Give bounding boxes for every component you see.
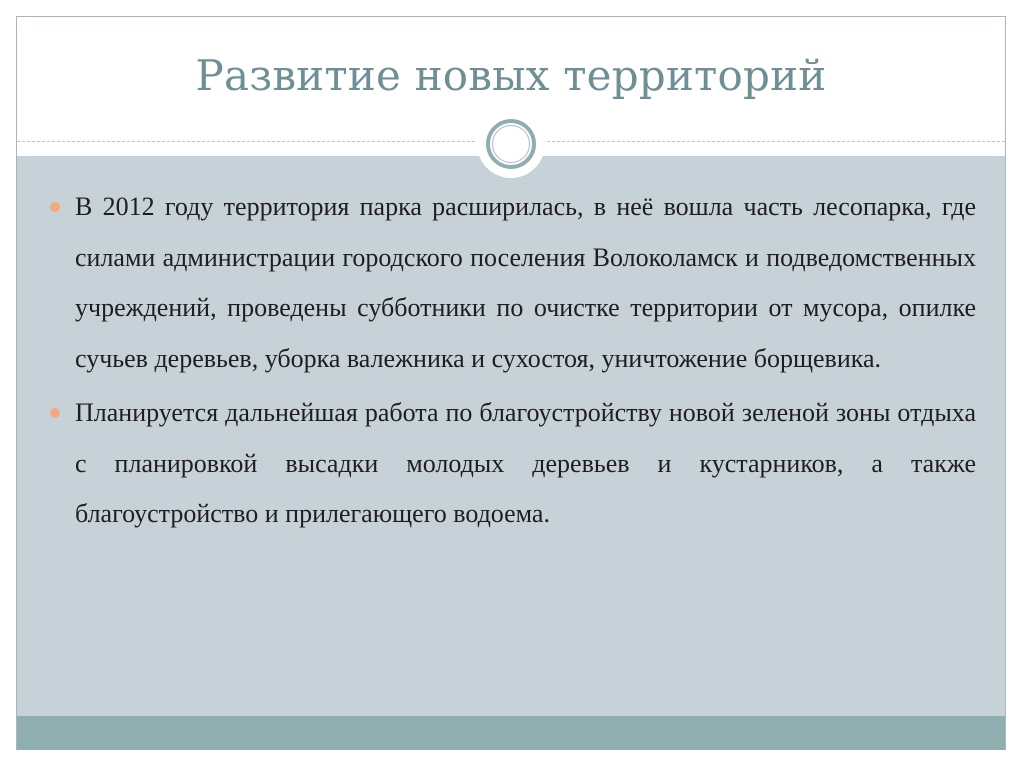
- footer-band: [17, 716, 1005, 750]
- bullet-item: [48, 388, 976, 540]
- bullet-item: [48, 182, 976, 384]
- bullet-dot-icon: [50, 408, 60, 418]
- ring-ornament-inner-outline: [492, 125, 530, 163]
- bullet-text: В 2012 году территория парка расширилась, в неё вошла часть лесопарка, где силами администрации городского поселения Волоколамск и подведомственных учреждений, проведены субботники по очистке территории от мусора, опилке сучьев деревьев, уборка валежника и сухостоя, уничтожение борщевика.: [75, 192, 976, 373]
- bullet-text: Планируется дальнейшая работа по благоустройству новой зеленой зоны отдыха с планировкой высадки молодых деревьев и кустарников, а также благоустройство и прилегающего водоема.: [75, 398, 976, 528]
- slide-title: Развитие новых территорий: [195, 51, 827, 100]
- bullet-list: [48, 182, 976, 544]
- bullet-dot-icon: [50, 202, 60, 212]
